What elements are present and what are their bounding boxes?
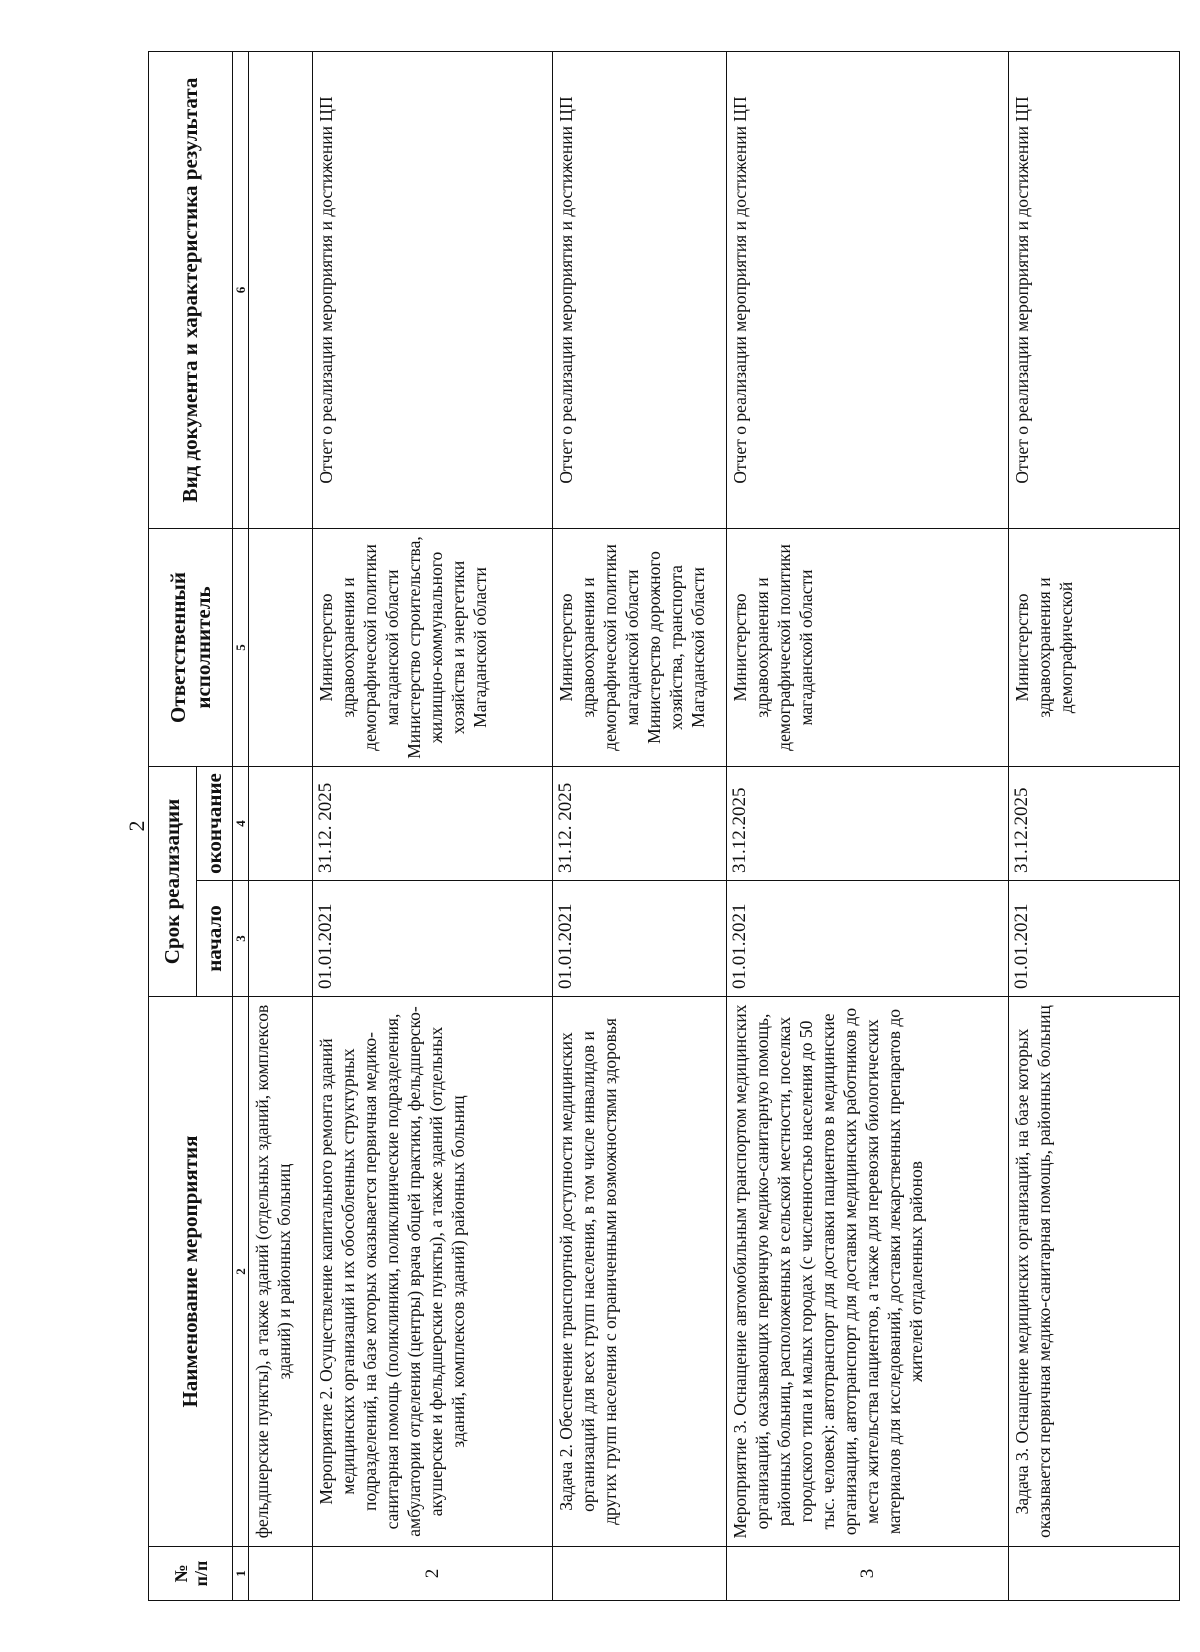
row-executor: Министерство здравоохранения и демографической политики магаданской области Министерство строительства, жилищно-коммунального хозяйства и энергетики Магаданской области: [313, 529, 553, 767]
row-result: Отчет о реализации мероприятия и достижении ЦП: [1009, 52, 1180, 529]
page-number: 2: [124, 820, 149, 832]
table-row: [313, 52, 553, 1601]
row-start: 01.01.2021: [313, 881, 553, 997]
row-end: [249, 767, 313, 881]
header-term: Срок реализации: [149, 767, 197, 997]
col-number-5: 5: [233, 529, 249, 767]
row-result: Отчет о реализации мероприятия и достижении ЦП: [727, 52, 1009, 529]
row-start: 01.01.2021: [1009, 881, 1180, 997]
row-result: Отчет о реализации мероприятия и достижении ЦП: [553, 52, 727, 529]
header-end: окончание: [197, 767, 233, 881]
row-executor: Министерство здравоохранения и демографической: [1009, 529, 1180, 767]
row-num: 2: [313, 1547, 553, 1601]
header-num: [149, 1547, 233, 1601]
table-row: [727, 52, 1009, 1601]
row-start: [249, 881, 313, 997]
row-executor: Министерство здравоохранения и демографической политики магаданской области Министерство дорожного хозяйства, транспорта Магаданской области: [553, 529, 727, 767]
events-table: [148, 51, 1180, 1601]
row-num: [1009, 1547, 1180, 1601]
row-start: 01.01.2021: [553, 881, 727, 997]
rotated-page: [108, 51, 1180, 1601]
col-number-6: 6: [233, 52, 249, 529]
row-end: 31.12.2025: [727, 767, 1009, 881]
table-row: [553, 52, 727, 1601]
row-start: 01.01.2021: [727, 881, 1009, 997]
row-name: фельдшерские пункты), а также зданий (отдельных зданий, комплексов зданий) и районных больниц: [249, 997, 313, 1547]
row-num: [553, 1547, 727, 1601]
row-name: Мероприятие 3. Оснащение автомобильным транспортом медицинских организаций, оказывающих первичную медико-санитарную помощь, районных больниц, расположенных в сельской местности, поселках городского типа и малых городах (с численностью населения до 50 тыс. человек): автотранспорт для доставки пациентов в медицинские организации, автотранспорт для доставки медицинских работников до места жительства пациентов, а также для перевозки биологических материалов для исследований, доставки лекарственных препаратов до жителей отдаленных районов: [727, 997, 1009, 1547]
row-name: Задача 2. Обеспечение транспортной доступности медицинских организаций для всех групп населения, в том числе инвалидов и других групп населения с ограниченными возможностями здоровья: [553, 997, 727, 1547]
col-number-4: 4: [233, 767, 249, 881]
row-num: [249, 1547, 313, 1601]
row-end: 31.12. 2025: [553, 767, 727, 881]
table-row: [249, 52, 313, 1601]
row-result: Отчет о реализации мероприятия и достижении ЦП: [313, 52, 553, 529]
row-end: 31.12.2025: [1009, 767, 1180, 881]
row-num: 3: [727, 1547, 1009, 1601]
col-number-1: 1: [233, 1547, 249, 1601]
col-number-3: 3: [233, 881, 249, 997]
row-executor: Министерство здравоохранения и демографической политики магаданской области: [727, 529, 1009, 767]
row-result: [249, 52, 313, 529]
header-start: начало: [197, 881, 233, 997]
row-executor: [249, 529, 313, 767]
header-name: Наименование мероприятия: [149, 997, 233, 1547]
col-number-2: 2: [233, 997, 249, 1547]
table-row: [1009, 52, 1180, 1601]
header-result: Вид документа и характеристика результата: [149, 52, 233, 529]
header-executor: Ответственный исполнитель: [149, 529, 233, 767]
row-end: 31.12. 2025: [313, 767, 553, 881]
header-num-text: № п/п: [170, 1560, 211, 1587]
row-name: Мероприятие 2. Осуществление капитального ремонта зданий медицинских организаций и их обособленных структурных подразделений, на базе которых оказывается первичная медико-санитарная помощь (поликлиники, поликлинические подразделения, амбулатории отделения (центры) врача общей практики, фельдшерско-акушерские и фельдшерские пункты), а также зданий (отдельных зданий, комплексов зданий) районных больниц: [313, 997, 553, 1547]
row-name: Задача 3. Оснащение медицинских организаций, на базе которых оказывается первичная медико-санитарная помощь, районных больниц: [1009, 997, 1180, 1547]
